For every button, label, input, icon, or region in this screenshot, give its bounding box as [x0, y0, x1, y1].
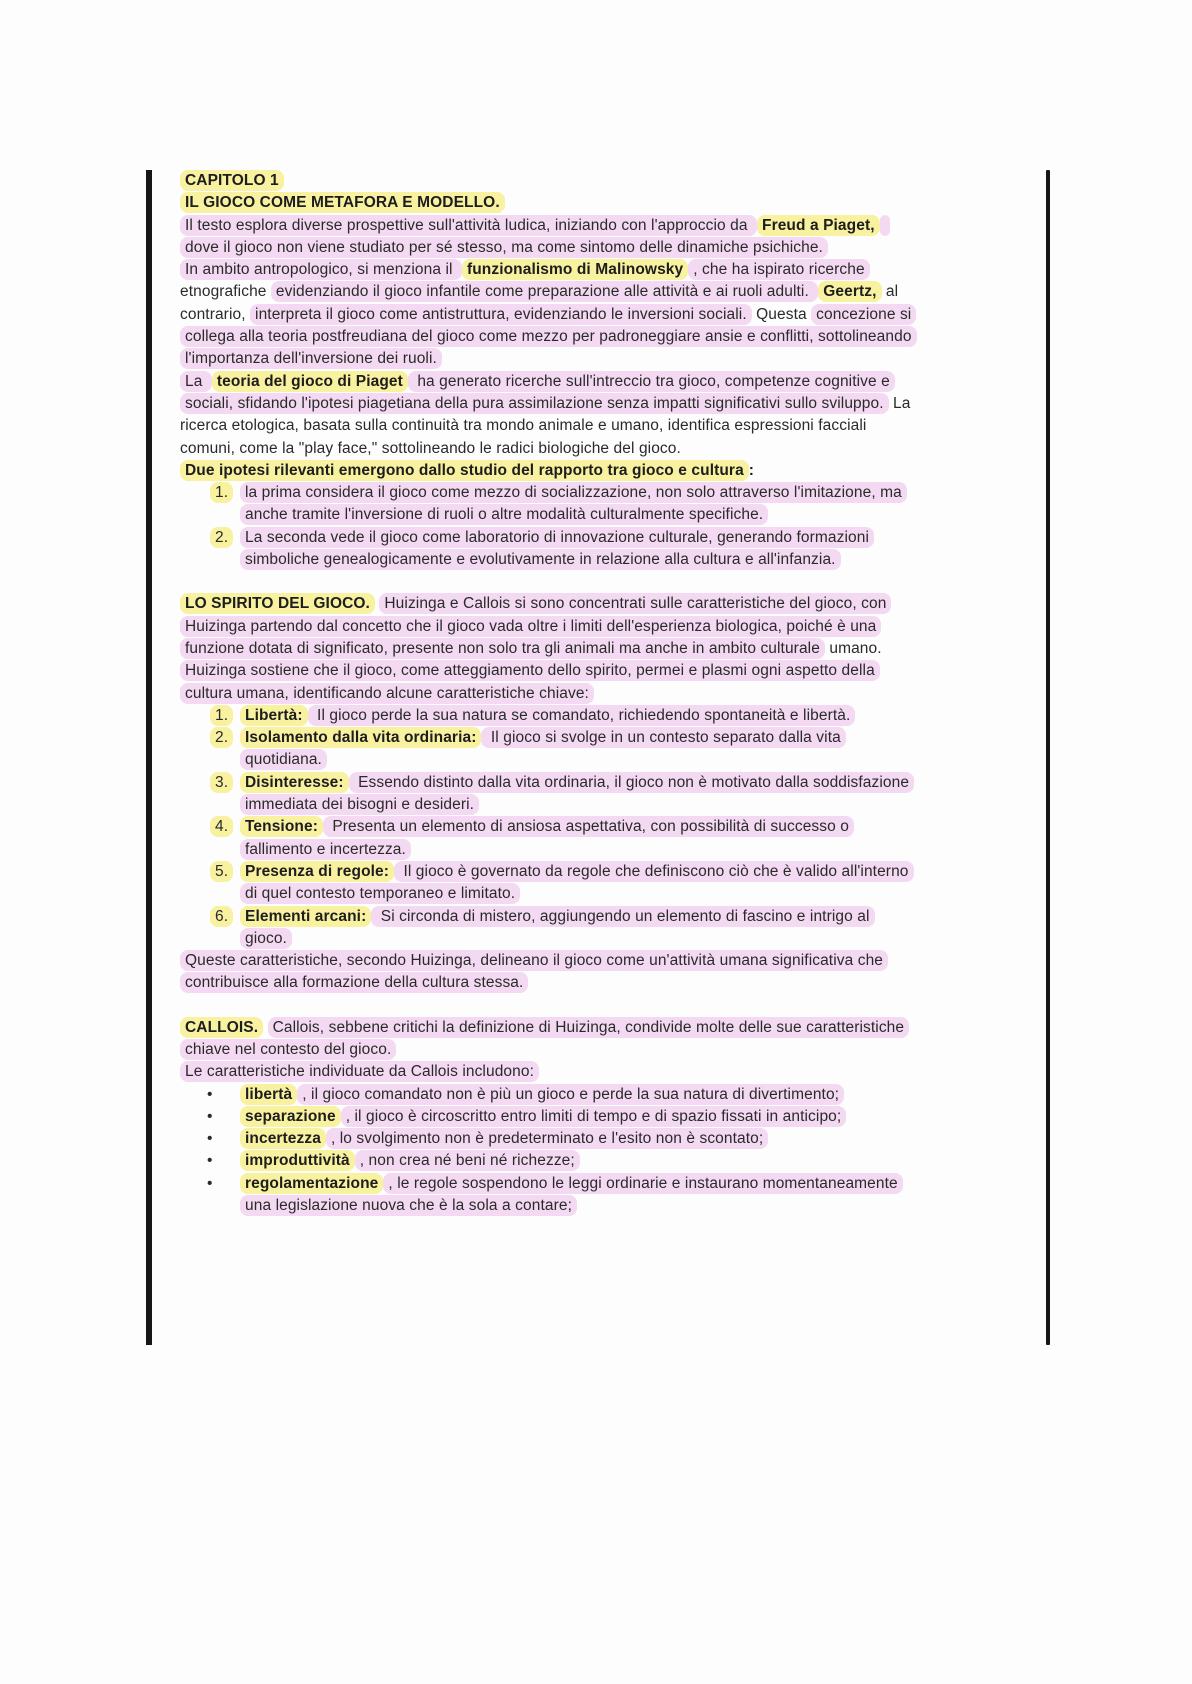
list-number-cell — [210, 906, 233, 928]
text-segment: teoria del gioco di Piaget — [212, 371, 408, 392]
list-item-text — [240, 705, 855, 726]
text-segment: Isolamento dalla vita ordinaria: — [240, 727, 481, 748]
text-segment: Presenza di regole: — [240, 861, 394, 882]
text-segment: , non crea né beni né richezze; — [355, 1150, 580, 1171]
list-item-text — [240, 906, 875, 949]
list-item — [180, 1173, 912, 1218]
paragraph — [180, 259, 912, 370]
list-number: 2. — [210, 727, 233, 748]
text-segment: , lo svolgimento non è predeterminato e l'esito non è scontato; — [326, 1128, 768, 1149]
list-number: 6. — [210, 906, 233, 927]
text-segment: CAPITOLO 1 — [180, 170, 284, 191]
text-segment: Il testo esplora diverse prospettive sull'attività ludica, iniziando con l'approccio da — [180, 215, 757, 236]
text-segment: La ricerca etologica, basata sulla continuità tra mondo animale e umano, identifica espressioni facciali comuni, come la "play face," sottolineando le radici biologiche del gioco. — [180, 394, 911, 457]
list-bullet: • — [207, 1174, 213, 1192]
text-segment: libertà — [240, 1084, 297, 1105]
list-bullet-cell — [207, 1084, 213, 1106]
paragraph — [180, 660, 912, 705]
text-segment: Disinteresse: — [240, 772, 349, 793]
list-number-cell — [210, 816, 233, 838]
text-segment: separazione — [240, 1106, 341, 1127]
list-item — [180, 906, 912, 951]
list-number-cell — [210, 861, 233, 883]
list-number-cell — [210, 705, 233, 727]
text-segment: Due ipotesi rilevanti emergono dallo studio del rapporto tra gioco e cultura — [180, 460, 749, 481]
text-segment: , che ha ispirato ricerche — [688, 259, 869, 280]
list-item-text — [240, 861, 914, 904]
paragraph — [180, 950, 912, 995]
list-bullet: • — [207, 1130, 213, 1148]
list-number: 3. — [210, 772, 233, 793]
list-bullet-cell — [207, 1128, 213, 1150]
list-bullet: • — [207, 1085, 213, 1103]
list-number: 1. — [210, 482, 233, 503]
text-segment: Il gioco si svolge in un contesto separato dalla vita quotidiana. — [240, 727, 846, 770]
text-segment: incertezza — [240, 1128, 326, 1149]
text-segment: Presenta un elemento di ansiosa aspettativa, con possibilità di successo o fallimento e incertezza. — [240, 816, 854, 859]
list-number: 4. — [210, 816, 233, 837]
list-item-text — [240, 727, 846, 770]
text-segment: Essendo distinto dalla vita ordinaria, il gioco non è motivato dalla soddisfazione immediata dei bisogni e desideri. — [240, 772, 914, 815]
list-number-cell — [210, 527, 233, 549]
list-item-text — [240, 482, 907, 525]
text-segment: Huizinga sostiene che il gioco, come atteggiamento dello spirito, permei e plasmi ogni aspetto della cultura umana, identificando alcune caratteristiche chiave: — [180, 660, 880, 703]
paragraph — [180, 1061, 912, 1083]
text-segment: al contrario, — [180, 283, 899, 323]
text-segment: Le caratteristiche individuate da Callois includono: — [180, 1061, 539, 1082]
text-segment: Huizinga e Callois si sono concentrati sulle caratteristiche del gioco, con Huizinga partendo dal concetto che il gioco vada oltre i limiti dell'esperienza biologica, poiché è una funzione dotata di significato, presente non solo tra gli animali ma anche in ambito culturale — [180, 593, 891, 659]
list-item — [180, 727, 912, 772]
list-item — [180, 1084, 912, 1106]
list-item-text — [240, 1106, 846, 1127]
paragraph — [180, 215, 912, 260]
text-segment: Il gioco perde la sua natura se comandato, richiedendo spontaneità e libertà. — [308, 705, 856, 726]
text-segment: LO SPIRITO DEL GIOCO. — [180, 593, 375, 614]
paragraph — [180, 192, 912, 214]
text-segment: umano. — [824, 639, 882, 657]
list-number-cell — [210, 772, 233, 794]
text-segment: Queste caratteristiche, secondo Huizinga, delineano il gioco come un'attività umana significativa che contribuisce alla formazione della cultura stessa. — [180, 950, 888, 993]
list-number-cell — [210, 727, 233, 749]
list-number: 1. — [210, 705, 233, 726]
text-segment: la prima considera il gioco come mezzo di socializzazione, non solo attraverso l'imitazione, ma anche tramite l'inversione di ruoli o altre modalità culturalmente specifiche. — [240, 482, 907, 525]
list-bullet-cell — [207, 1106, 213, 1128]
text-segment: In ambito antropologico, si menziona il — [180, 259, 462, 280]
text-segment: , le regole sospendono le leggi ordinarie e instaurano momentaneamente una legislazione nuova che è la sola a contare; — [240, 1173, 903, 1216]
paragraph — [180, 593, 912, 660]
text-segment: La seconda vede il gioco come laboratorio di innovazione culturale, generando formazioni simboliche genealogicamente e evolutivamente in relazione alla cultura e all'infanzia. — [240, 527, 874, 570]
list-item — [180, 527, 912, 572]
list-item — [180, 705, 912, 727]
list-number-cell — [210, 482, 233, 504]
list-item-text — [240, 1173, 903, 1216]
paragraph — [180, 170, 912, 192]
list-item — [180, 1106, 912, 1128]
list-bullet: • — [207, 1152, 213, 1170]
text-segment: IL GIOCO COME METAFORA E MODELLO. — [180, 192, 505, 213]
text-segment: evidenziando il gioco infantile come preparazione alle attività e ai ruoli adulti. — [271, 281, 818, 302]
text-segment: funzionalismo di Malinowsky — [462, 259, 688, 280]
list-item — [180, 861, 912, 906]
list-number: 5. — [210, 861, 233, 882]
text-segment: : — [748, 461, 755, 479]
paragraph-gap — [180, 995, 912, 1017]
list-item-text — [240, 1128, 768, 1149]
list-item-text — [240, 1150, 580, 1171]
list-item-text — [240, 772, 914, 815]
list-bullet: • — [207, 1107, 213, 1125]
list-item — [180, 816, 912, 861]
text-segment: Tensione: — [240, 816, 323, 837]
list-item-text — [240, 1084, 844, 1105]
list-item — [180, 772, 912, 817]
text-segment: Questa — [751, 305, 812, 323]
text-segment: CALLOIS. — [180, 1017, 263, 1038]
text-segment: Callois, sebbene critichi la definizione di Huizinga, condivide molte delle sue caratteristiche chiave nel contesto del gioco. — [180, 1017, 909, 1060]
text-segment: dove il gioco non viene studiato per sé stesso, ma come sintomo delle dinamiche psichiche. — [180, 215, 890, 258]
document-text — [180, 170, 912, 1217]
paragraph — [180, 371, 912, 460]
page-right-border — [1046, 170, 1050, 1345]
list-item — [180, 482, 912, 527]
text-segment: Geertz, — [818, 281, 881, 302]
list-item — [180, 1128, 912, 1150]
page-left-border — [146, 170, 152, 1345]
text-segment: Libertà: — [240, 705, 308, 726]
list-bullet-cell — [207, 1150, 213, 1172]
list-bullet-cell — [207, 1173, 213, 1195]
text-segment: , il gioco è circoscritto entro limiti di tempo e di spazio fissati in anticipo; — [341, 1106, 847, 1127]
text-segment: regolamentazione — [240, 1173, 383, 1194]
text-segment: Il gioco è governato da regole che definiscono ciò che è valido all'interno di quel contesto temporaneo e limitato. — [240, 861, 914, 904]
text-segment: etnografiche — [180, 283, 271, 301]
text-segment: concezione si collega alla teoria postfreudiana del gioco come mezzo per padroneggiare ansie e conflitti, sottolineando l'importanza dell'inversione dei ruoli. — [180, 304, 917, 370]
text-segment: Freud a Piaget, — [757, 215, 880, 236]
text-segment: ha generato ricerche sull'intreccio tra gioco, competenze cognitive e sociali, sfidando l'ipotesi piagetiana della pura assimilazione senza impatti significativi sullo sviluppo. — [180, 371, 895, 414]
list-item-text — [240, 816, 854, 859]
paragraph-gap — [180, 571, 912, 593]
list-item-text — [240, 527, 874, 570]
text-segment: Elementi arcani: — [240, 906, 371, 927]
text-segment — [263, 1019, 267, 1036]
text-segment: improduttività — [240, 1150, 355, 1171]
text-segment: La — [180, 371, 212, 392]
paragraph — [180, 1017, 912, 1062]
list-item — [180, 1150, 912, 1172]
text-segment: , il gioco comandato non è più un gioco e perde la sua natura di divertimento; — [297, 1084, 844, 1105]
text-segment: Si circonda di mistero, aggiungendo un elemento di fascino e intrigo al gioco. — [240, 906, 875, 949]
paragraph — [180, 460, 912, 482]
text-segment: interpreta il gioco come antistruttura, evidenziando le inversioni sociali. — [250, 304, 752, 325]
list-number: 2. — [210, 527, 233, 548]
